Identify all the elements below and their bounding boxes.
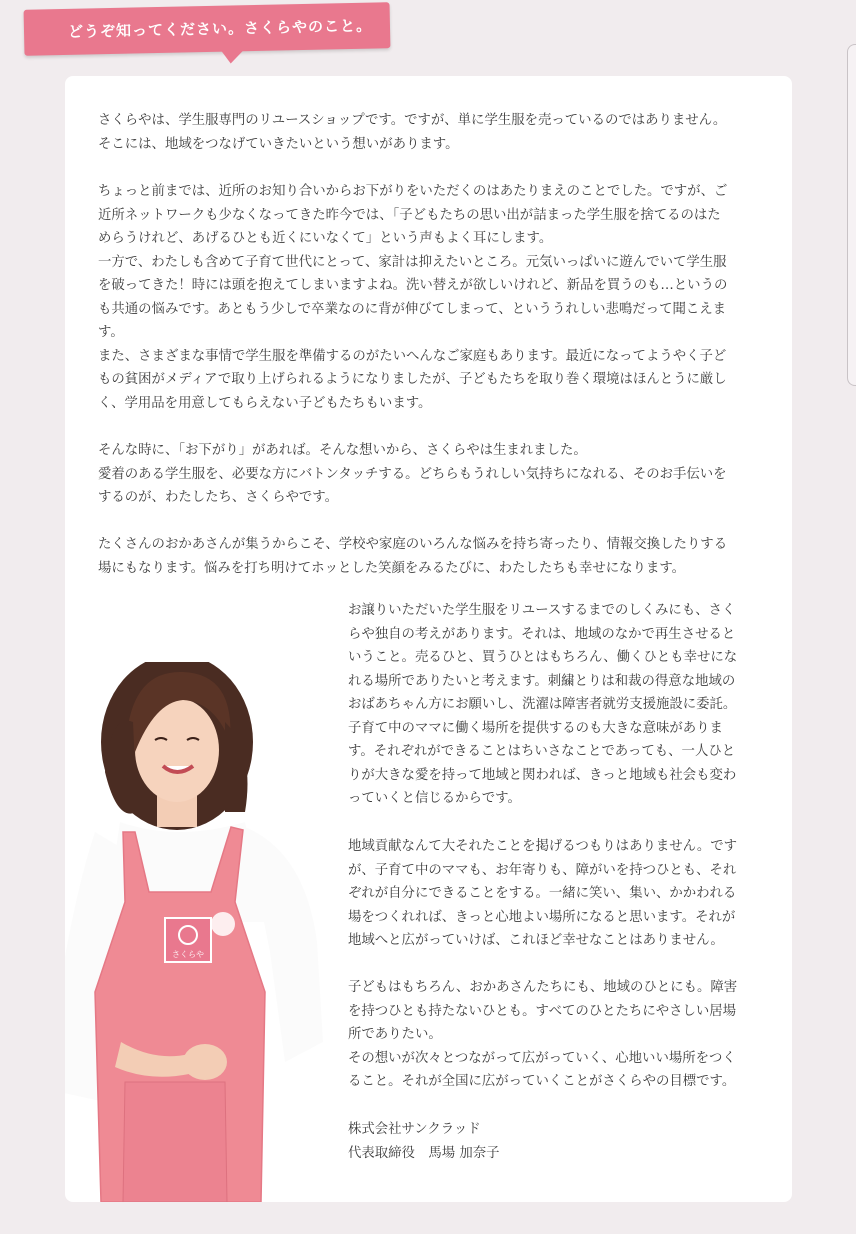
contribution-paragraph: 地域貢献なんて大それたことを掲げるつもりはありません。です が、子育て中のママも、お年寄りも、障がいを持つひとも、それ ぞれが自分にできることをする。一緒に笑い、集い、かかわれる 場をつくれれば、きっと心地よい場所になると思います。それが 地域へと広がっていけば、これほど幸せなことはありません。	[348, 839, 737, 948]
banner-title: どうぞ知ってください。さくらやのこと。	[67, 16, 373, 41]
representative-signature: 代表取締役 馬場 加奈子	[348, 1146, 500, 1161]
apron-logo-text: さくらや	[172, 950, 204, 959]
section-banner	[24, 2, 391, 56]
background-paragraph: ちょっと前までは、近所のお知り合いからお下がりをいただくのはあたりまえのことでした。ですが、ご 近所ネットワークも少なくなってきた昨今では、「子どもたちの思い出が詰まった学生服を捨てるのはた めらうけれど、あげるひとも近くにいなくて」という声もよく耳にします。 一方で、わたしも含めて子育て世代にとって、家計は抑えたいところ。元気いっぱいに遊んでいて学生服 を破ってきた！時には頭を抱えてしまいますよね。洗い替えが欲しいけれど、新品を買うのも…というの も共通の悩みです。あともう少しで卒業なのに背が伸びてしまって、といううれしい悲鳴だって聞こえま す。 また、さまざまな事情で学生服を準備するのがたいへんなご家庭もあります。最近になってようやく子ど もの貧困がメディアで取り上げられるようになりましたが、子どもたちを取り巻く環境はほんとうに厳し く、学用品を用意してもらえない子どもたちもいます。	[98, 184, 728, 411]
origin-paragraph: そんな時に、「お下がり」があれば。そんな想いから、さくらやは生まれました。 愛着のある学生服を、必要な方にバトンタッチする。どちらもうれしい気持ちになれる、そのお手伝いを するのが、わたしたち、さくらやです。	[98, 443, 727, 505]
representative-photo	[65, 662, 340, 1202]
community-paragraph: たくさんのおかあさんが集うからこそ、学校や家庭のいろんな悩みを持ち寄ったり、情報交換したりする 場にもなります。悩みを打ち明けてホッとした笑顔をみるたびに、わたしたちも幸せになります。	[98, 537, 728, 576]
mechanism-paragraph: お譲りいただいた学生服をリユースするまでのしくみにも、さく らや独自の考えがあります。それは、地域のなかで再生させると いうこと。売るひと、買うひとはもちろん、働くひとも幸せにな れる場所でありたいと考えます。刺繍とりは和裁の得意な地域の おばあちゃん方にお願いし、洗濯は障害者就労支援施設に委託。 子育て中のママに働く場所を提供するのも大きな意味がありま す。それぞれができることはちいさなことであっても、一人ひと りが大きな愛を持って地域と関われば、きっと地域も社会も変わ っていくと信じるからです。	[348, 603, 738, 806]
goal-paragraph: 子どもはもちろん、おかあさんたちにも、地域のひとにも。障害 を持つひとも持たないひとも。すべてのひとたちにやさしい居場 所でありたい。 その想いが次々とつながって広がっていく、心地いい場所をつく ること。それが全国に広がっていくことがさくらやの目標です。	[348, 980, 738, 1089]
content-card	[65, 76, 792, 1202]
scrollbar[interactable]	[847, 44, 856, 386]
intro-paragraph: さくらやは、学生服専門のリユースショップです。ですが、単に学生服を売っているのではありません。 そこには、地域をつなげていきたいという想いがあります。	[98, 113, 727, 152]
company-name: 株式会社サンクラッド	[348, 1122, 481, 1137]
